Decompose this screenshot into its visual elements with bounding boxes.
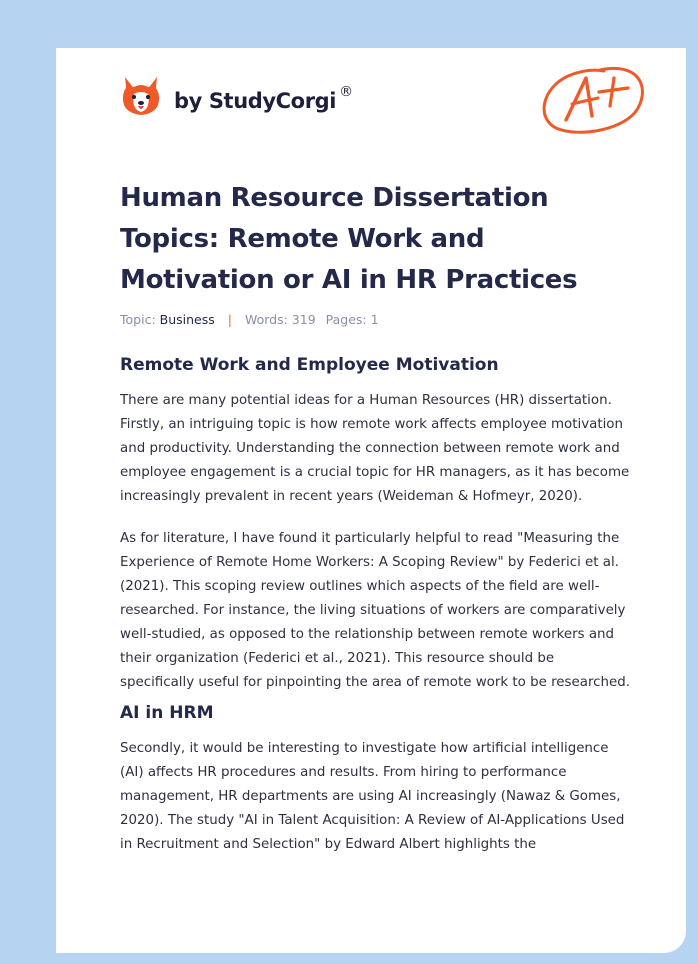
- corgi-logo-icon: [121, 75, 161, 119]
- words-label: Words:: [244, 312, 288, 327]
- paragraph: Secondly, it would be interesting to investigate how artificial intelligence (AI) affects HR procedures and results. From hiring to performance management, HR departments are using AI increasingly (Nawaz & Gomes, 2020). The study "AI in Talent Acquisition: A Review of AI-Applications Used in Recruitment and Selection" by Edward Albert highlights the: [120, 741, 625, 852]
- brand-header[interactable]: [121, 75, 353, 119]
- page-title: Human Resource Dissertation Topics: Remote Work and Motivation or AI in HR Practices: [120, 183, 578, 295]
- brand-name: by StudyCorgi ®: [174, 84, 353, 113]
- topic-label: Topic:: [120, 312, 156, 327]
- topic-link[interactable]: Business: [159, 312, 215, 327]
- registered-mark: ®: [339, 84, 353, 100]
- pages-label: Pages:: [325, 312, 367, 327]
- section-heading-ai-in-hrm: AI in HRM: [120, 703, 214, 723]
- document-card: [56, 48, 686, 953]
- document-body: [120, 353, 632, 875]
- meta-separator: |: [227, 312, 232, 327]
- section-heading-remote-work: Remote Work and Employee Motivation: [120, 355, 499, 375]
- pages-value: 1: [370, 312, 379, 327]
- words-value: 319: [291, 312, 316, 327]
- paragraph: As for literature, I have found it particularly helpful to read "Measuring the Experience of Remote Home Workers: A Scoping Review" by Federici et al. (2021). This scoping review outlines which aspects of the field are well-researched. For instance, the living situations of workers are comparatively well-studied, as opposed to the relationship between remote workers and their organization (Federici et al., 2021). This resource should be specifically useful for pinpointing the area of remote work to be researched.: [120, 531, 631, 690]
- a-plus-grade-icon: [538, 58, 648, 140]
- document-meta: [120, 312, 379, 327]
- paragraph: There are many potential ideas for a Human Resources (HR) dissertation. Firstly, an intriguing topic is how remote work affects employee motivation and productivity. Understanding the connection between remote work and employee engagement is a crucial topic for HR managers, as it has become increasingly prevalent in recent years (Weideman & Hofmeyr, 2020).: [120, 393, 630, 504]
